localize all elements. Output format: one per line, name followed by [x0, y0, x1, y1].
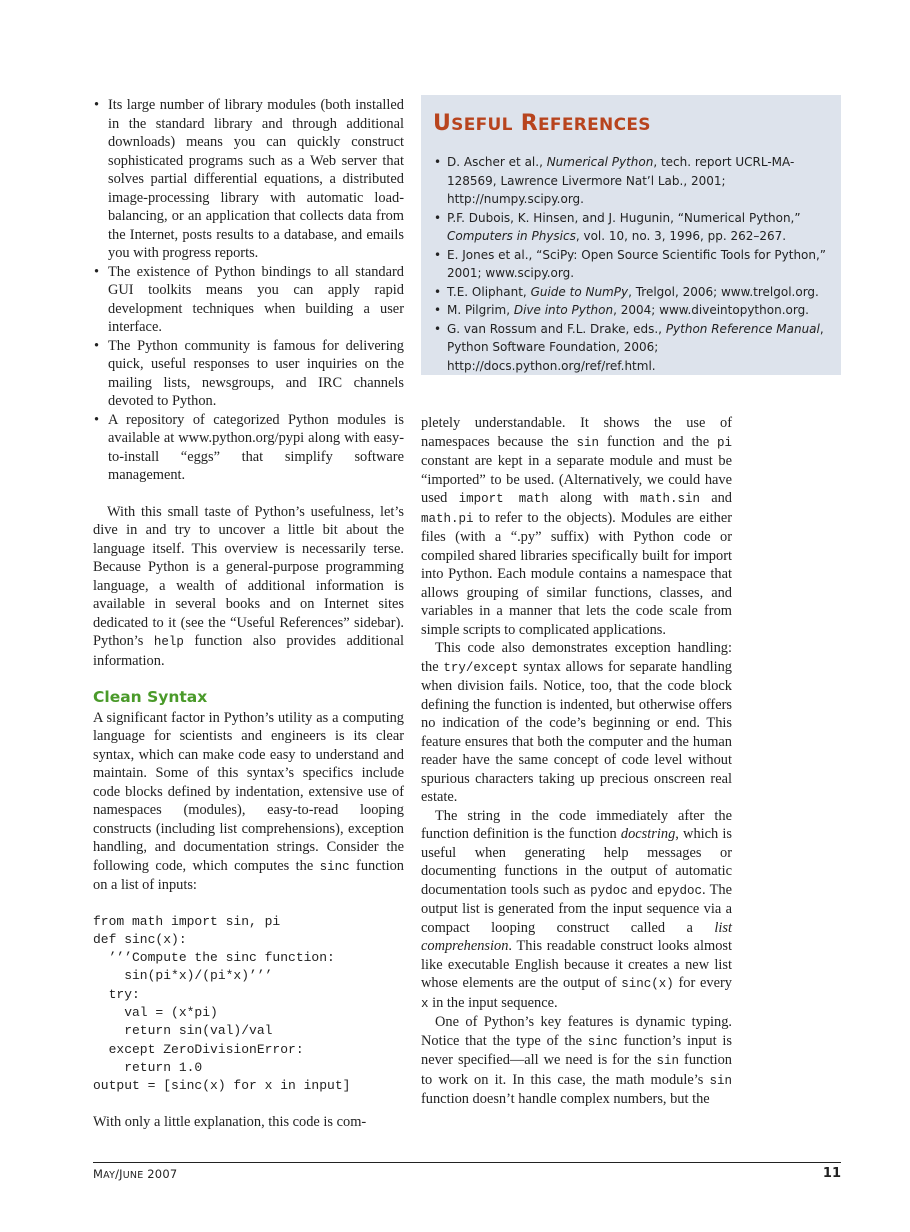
code-line: sin(pi*x)/(pi*x)’’’ — [93, 968, 273, 984]
page-number: 11 — [822, 1166, 841, 1181]
sidebar-title: USEFUL REFERENCES — [433, 111, 651, 136]
bullet-item: • A repository of categorized Python modules is available at www.python.org/pypi along with easy-to-install “eggs” that simplify software management. — [93, 411, 404, 485]
inline-code: pydoc — [590, 883, 628, 898]
inline-code: sinc(x) — [621, 977, 674, 991]
bullet-item: • Its large number of library modules (both installed in the standard library and through additional downloads) means you can quickly construct sophisticated programs such as a Web server that solves partial differential equations, a distributed image-processing library with automatic load-balancing, or an application that collects data from the Internet, posts results to a database, and emails you with progress reports. — [93, 96, 404, 263]
inline-code: math.sin — [639, 492, 700, 506]
code-line: try: — [93, 986, 140, 1002]
reference-item: • G. van Rossum and F.L. Drake, eds., Python Reference Manual, Python Software Foundation, 2006; http://docs.python.org/ref/ref.html. — [431, 320, 833, 376]
code-line: output = [sinc(x) for x in input] — [93, 1078, 351, 1094]
code-line: def sinc(x): — [93, 931, 187, 947]
code-line: ’’’Compute the sinc function: — [93, 950, 335, 966]
docstring-paragraph: The string in the code immediately after the function definition is the function docstring, which is useful when generating help messages or documenting functions in the output of automatic documentation tools such as pydoc and epydoc. The output list is generated from the input sequence via a compact looping construct called a list comprehension. This readable construct looks almost like executable English because it creates a new list whose elements are the output of sinc(x) for every x in the input sequence. — [421, 807, 732, 1011]
inline-code: sin — [709, 1073, 732, 1088]
inline-code: sinc — [587, 1034, 618, 1049]
inline-code: math.pi — [421, 511, 474, 526]
code-line: except ZeroDivisionError: — [93, 1041, 304, 1057]
reference-item: • E. Jones et al., “SciPy: Open Source Scientific Tools for Python,” 2001; www.scipy.org. — [431, 246, 833, 283]
code-line: val = (x*pi) — [93, 1004, 218, 1020]
syntax-paragraph: A significant factor in Python’s utility as a computing language for scientists and engineers is its clear syntax, which can make code easy to understand and maintain. Some of this syntax’s specifics include code blocks defined by indentation, extensive use of namespaces (modules), easy-to-read looping constructs (including list comprehensions), exception handling, and documentation strings. Consider the following code, which computes the sinc function on a list of inputs: — [93, 709, 404, 893]
inline-code: x — [421, 996, 429, 1011]
reference-item: • T.E. Oliphant, Guide to NumPy, Trelgol, 2006; www.trelgol.org. — [431, 283, 833, 302]
reference-item: • D. Ascher et al., Numerical Python, tech. report UCRL-MA-128569, Lawrence Livermore Nat’l Lab., 2001; http://numpy.scipy.org. — [431, 153, 833, 209]
inline-code: epydoc — [656, 883, 702, 898]
right-column — [421, 414, 732, 1109]
useful-references-sidebar — [421, 95, 841, 375]
section-heading: Clean Syntax — [93, 688, 208, 706]
issue-date: MAY/JUNE 2007 — [93, 1167, 178, 1181]
reference-item: • M. Pilgrim, Dive into Python, 2004; www.diveintopython.org. — [431, 301, 833, 320]
bullet-item: • The Python community is famous for delivering quick, useful responses to user inquiries on the mailing lists, newsgroups, and IRC channels devoted to Python. — [93, 337, 404, 411]
dynamic-typing-paragraph: One of Python’s key features is dynamic typing. Notice that the type of the sinc function’s input is never specified—all we need is for the sin function to work on it. In this case, the math module’s sin function doesn’t handle complex numbers, but the — [421, 1014, 733, 1107]
reference-list — [431, 153, 833, 375]
inline-code: try/except — [443, 660, 519, 675]
closing-line: With only a little explanation, this code is com- — [93, 1114, 367, 1131]
exception-paragraph: This code also demonstrates exception handling: the try/except syntax allows for separate handling when division fails. Notice, too, that the code block defining the function is indented, but otherwise offers no indication of the code’s beginning or end. This feature ensures that both the computer and the human reader have the same concept of code level without spurious characters taking up precious onscreen real estate. — [421, 640, 732, 805]
feature-bullet-list — [93, 96, 404, 485]
code-line: return sin(val)/val — [93, 1023, 273, 1039]
footer-rule — [93, 1162, 841, 1163]
left-column — [93, 96, 404, 1132]
intro-paragraph: With this small taste of Python’s usefulness, let’s dive in and try to uncover a little bit about the language itself. This overview is necessarily terse. Because Python is a general-purpose programming language, a wealth of additional information is available in several books and on Internet sites dedicated to it (see the “Useful References” sidebar). Python’s help function also provides additional information. — [93, 503, 404, 669]
namespaces-paragraph: pletely understandable. It shows the use of namespaces because the sin function and the pi constant are kept in a separate module and must be “imported” to be used. (Alternatively, we could have used import math along with math.sin and math.pi to refer to the objects). Modules are either files (with a “.py” suffix) with Python code or compiled shared libraries specifically built for import into Python. Each module contains a namespace that allows grouping of similar functions, classes, and variables in a manner that lets the code scale from simple scripts to complicated applications. — [421, 415, 732, 638]
reference-item: • P.F. Dubois, K. Hinsen, and J. Hugunin, “Numerical Python,” Computers in Physics, vol. 10, no. 3, 1996, pp. 262–267. — [431, 209, 833, 246]
code-line: from math import sin, pi — [93, 913, 281, 929]
inline-code: import math — [458, 492, 549, 506]
inline-code: sin — [656, 1054, 680, 1068]
inline-code: help — [153, 635, 184, 649]
bullet-item: • The existence of Python bindings to all standard GUI toolkits means you can apply rapid development techniques when building a user interface. — [93, 263, 404, 337]
code-listing — [93, 913, 404, 1096]
inline-code: sinc — [319, 859, 350, 874]
code-line: return 1.0 — [93, 1059, 203, 1075]
inline-code: sin — [576, 435, 600, 450]
inline-code: pi — [716, 435, 732, 450]
